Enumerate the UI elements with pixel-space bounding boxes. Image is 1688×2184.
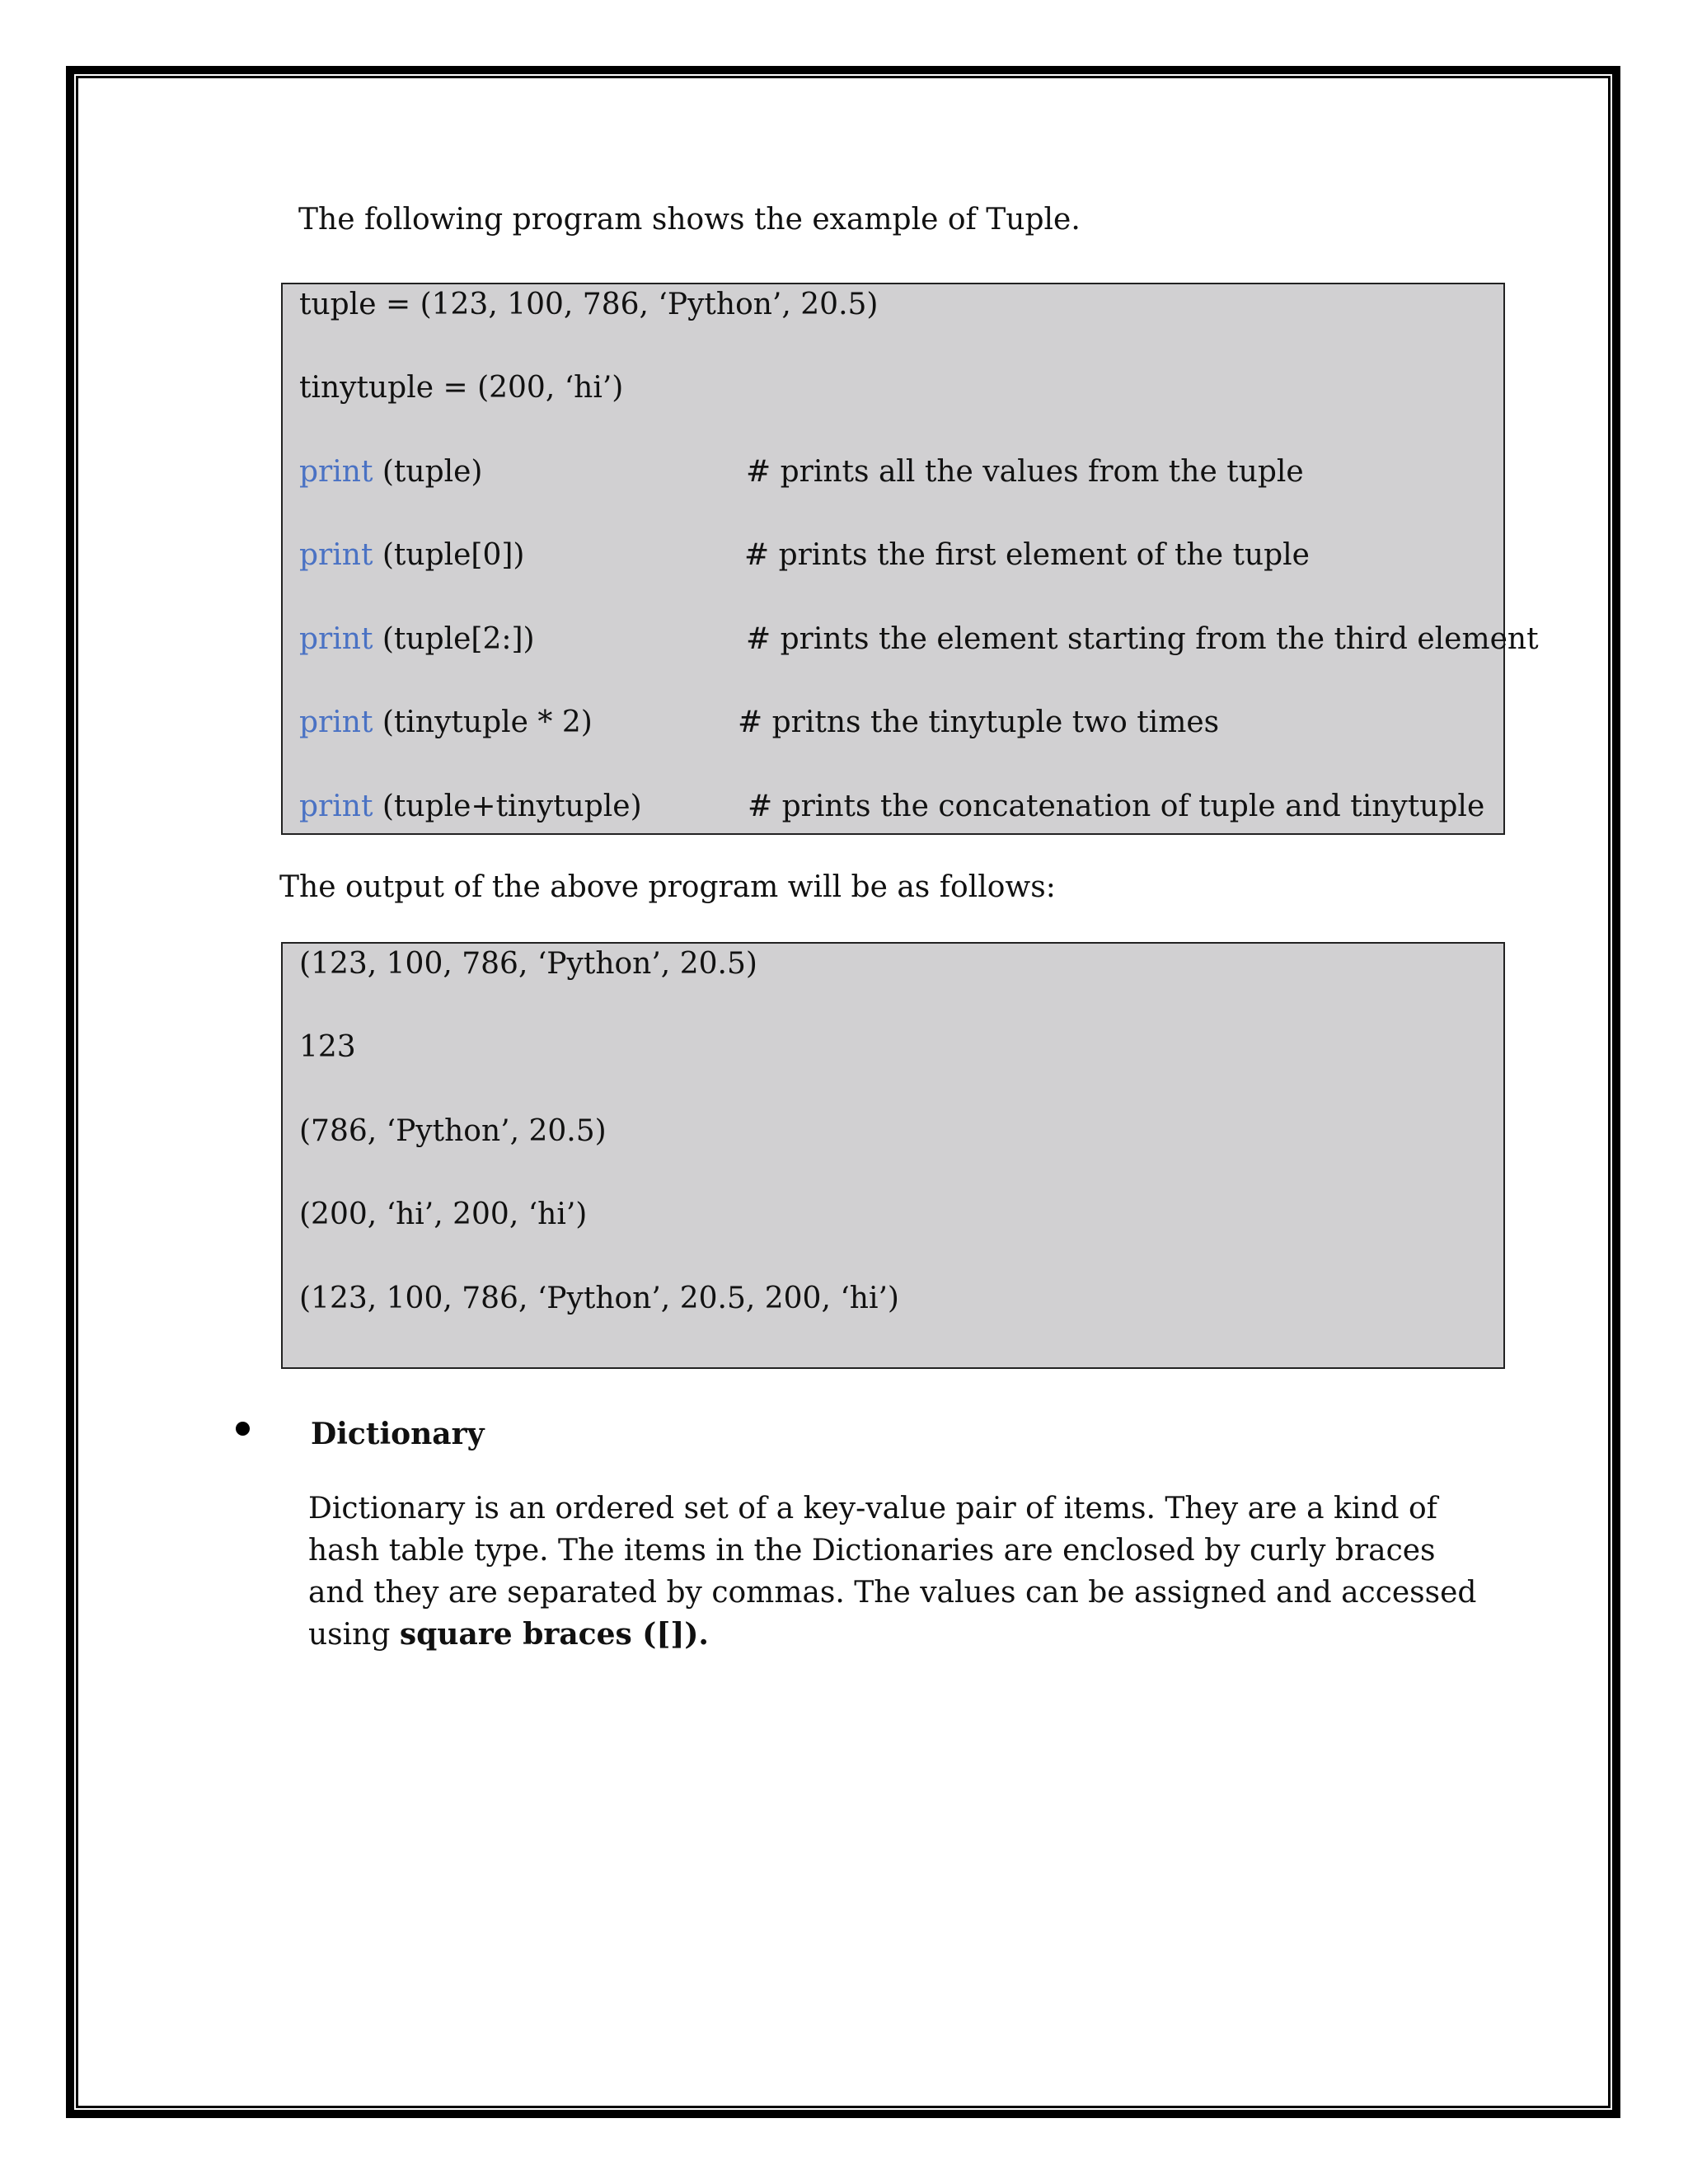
print-keyword: print [299,622,373,656]
code-line-2 [299,368,623,409]
section-heading: Dictionary [311,1417,485,1451]
code-comment-4: # prints the first element of the tuple [744,538,1310,572]
intro-text: The following program shows the example of Tuple. [298,203,1081,237]
output-line-5: (123, 100, 786, ‘Python’, 20.5, 200, ‘hi’) [299,1282,899,1315]
code-text: (tuple+tinytuple) [373,790,642,823]
print-keyword: print [299,455,373,489]
code-text: tuple = (123, 100, 786, ‘Python’, 20.5) [299,288,879,321]
program-code-box [281,283,1539,835]
paragraph-text: Dictionary is an ordered set of a key-value pair of items. They are a kind of hash table type. The items in the Dictionaries are enclosed by curly braces and they are separated by commas. The values can be assigned and accessed using [308,1492,1477,1652]
code-line-1 [299,284,878,326]
code-text: (tuple) [373,455,483,489]
code-text: tinytuple = (200, ‘hi’) [299,371,624,405]
bullet-dot [236,1422,250,1436]
code-text: (tuple[2:]) [373,622,535,656]
output-line-1: (123, 100, 786, ‘Python’, 20.5) [299,947,757,981]
section-paragraph [308,1488,1479,1656]
code-line-6 [299,702,593,743]
print-keyword: print [299,705,373,739]
code-text: (tuple[0]) [373,538,525,572]
print-keyword: print [299,790,373,823]
output-line-4: (200, ‘hi’, 200, ‘hi’) [299,1197,588,1231]
output-intro-text: The output of the above program will be as follows: [279,870,1056,904]
code-text: (tinytuple * 2) [373,705,593,739]
code-line-5 [299,619,535,660]
output-code-box [281,942,1505,1369]
paragraph-bold-text: square braces ([]). [399,1617,709,1652]
code-line-4 [299,535,524,576]
print-keyword: print [299,538,373,572]
code-comment-5: # prints the element starting from the third element [746,622,1539,656]
code-comment-6: # pritns the tinytuple two times [738,705,1220,739]
output-line-2: 123 [299,1030,356,1064]
code-comment-3: # prints all the values from the tuple [746,455,1304,489]
code-line-3 [299,452,482,493]
output-line-3: (786, ‘Python’, 20.5) [299,1114,607,1148]
code-comment-7: # prints the concatenation of tuple and tinytuple [748,790,1485,823]
code-line-7 [299,786,642,827]
